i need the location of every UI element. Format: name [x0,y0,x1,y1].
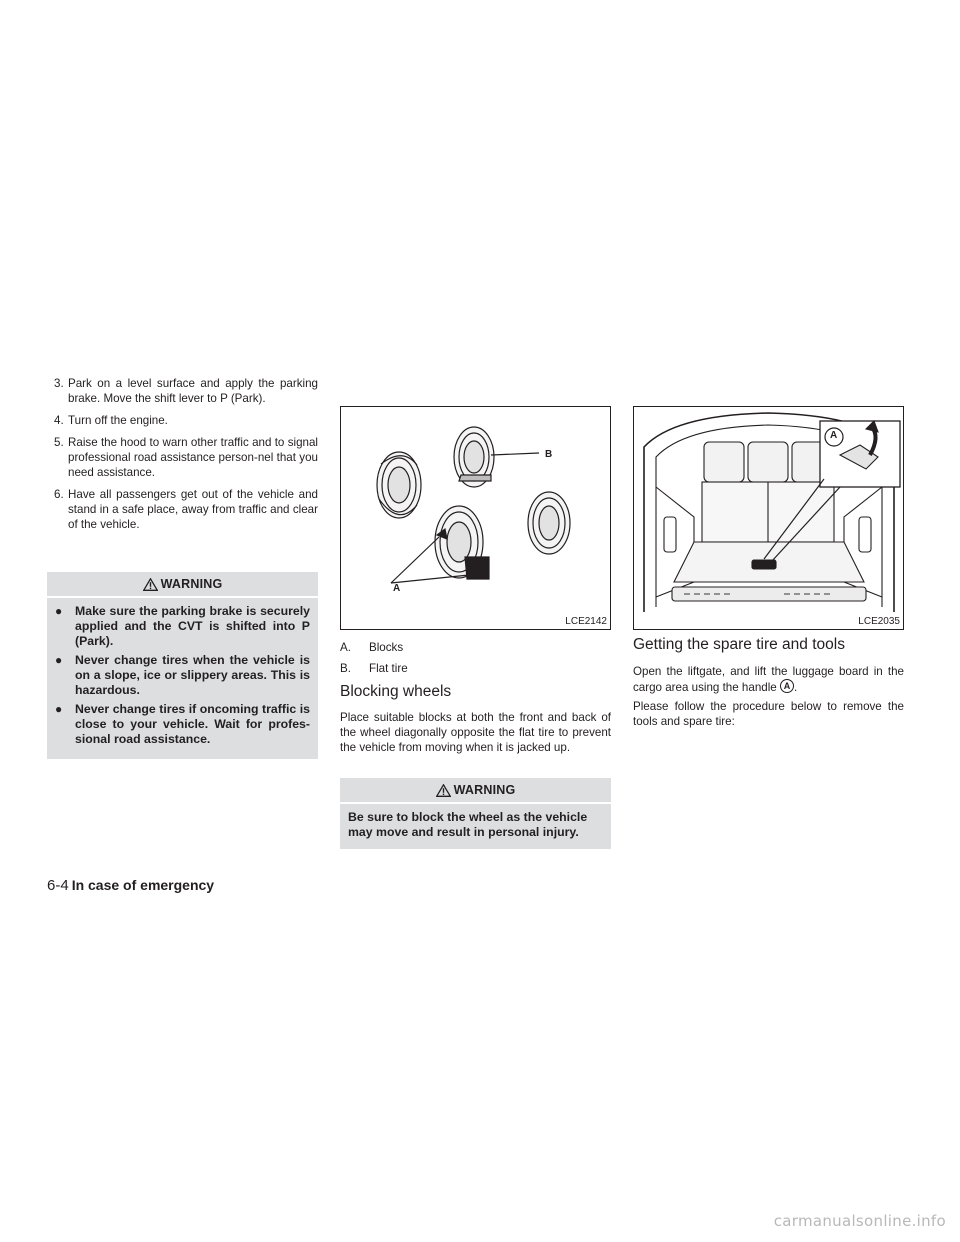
section-title: In case of emergency [71,877,215,893]
figure-code: LCE2035 [858,616,900,627]
page-footer [47,877,214,894]
step-item: 5. Raise the hood to warn other traffic and to signal professional road assistance person-nel that you need assistance. [54,436,318,479]
warning-box-tire-change [47,572,318,759]
figure-cargo-area [633,406,904,630]
page-number: 6-4 [47,877,69,894]
warning-item: ● Make sure the parking brake is securely applied and the CVT is shifted into P (Park). [55,604,310,648]
legend-item: B. Flat tire [340,662,408,675]
procedure-steps [47,376,318,539]
body-paragraph: Place suitable blocks at both the front and back of the wheel diagonally opposite the flat tire to prevent the vehicle from moving when it is jacked up. [340,711,611,754]
warning-body [47,598,318,759]
figure-wheel-blocks [340,406,611,630]
warning-triangle-icon [143,578,158,591]
callout-b: B [545,449,553,460]
body-paragraph: Please follow the procedure below to remove the tools and spare tire: [633,700,904,728]
callout-a: A [830,430,838,441]
watermark: carmanualsonline.info [773,1212,946,1230]
step-item: 4. Turn off the engine. [54,414,168,427]
warning-header: WARNING [47,572,318,598]
body-paragraph: Open the liftgate, and lift the luggage board in the cargo area using the handle A . [633,665,904,694]
warning-item: ● Never change tires if oncoming traffic is close to your vehicle. Wait for profes-sional road assistance. [55,702,310,746]
warning-body: Be sure to block the wheel as the vehicle may move and result in personal injury. [348,810,588,839]
figure-code: LCE2142 [565,616,607,627]
step-item: 6. Have all passengers get out of the vehicle and stand in a safe place, away from traffic and clear of the vehicle. [54,488,318,531]
warning-header: WARNING [340,778,611,804]
callout-a: A [393,583,401,594]
section-heading: Getting the spare tire and tools [633,636,845,653]
warning-item: ● Never change tires when the vehicle is on a slope, ice or slippery areas. This is hazardous. [55,653,310,697]
wheel-blocks-illustration [341,407,610,629]
warning-triangle-icon [436,784,451,797]
legend-item: A. Blocks [340,641,404,654]
section-heading: Blocking wheels [340,683,452,700]
warning-box-block-wheel [340,778,611,849]
step-item: 3. Park on a level surface and apply the parking brake. Move the shift lever to P (Park). [54,377,318,405]
figure-legend [340,640,408,682]
callout-a-marker: A [780,679,794,693]
cargo-area-illustration [634,407,903,629]
